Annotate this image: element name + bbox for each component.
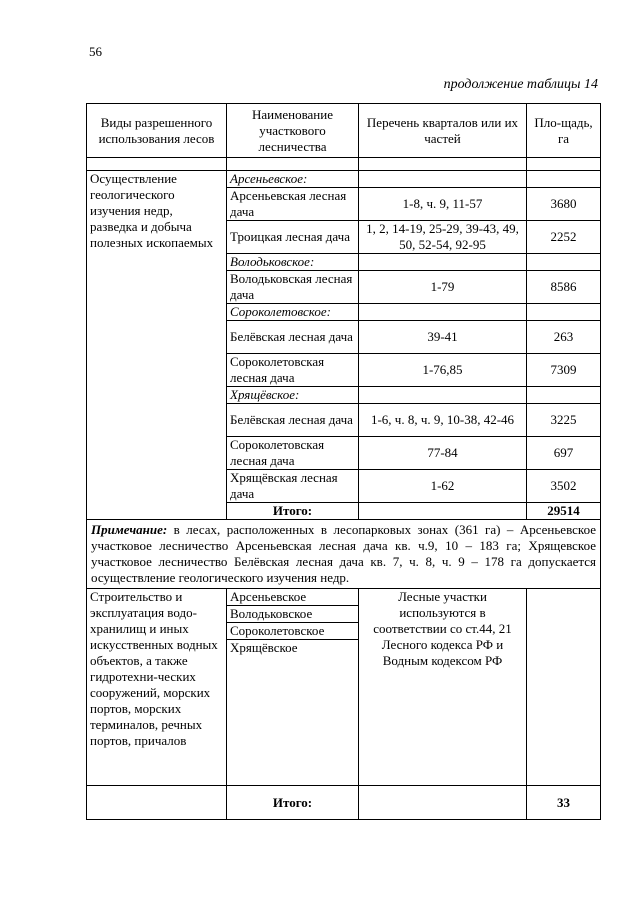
forestry-list-cell [227,589,359,786]
area-cell: 7309 [527,354,601,387]
area-cell: 697 [527,437,601,470]
list-item [227,606,358,623]
forestry-name: Володьковское [227,606,358,623]
forest-dacha-name: Сороколетовская лесная дача [227,354,359,387]
forest-dacha-name: Арсеньевская лесная дача [227,188,359,221]
quarters-cell [359,304,527,321]
forestry-name: Арсеньевское [227,589,358,606]
quarters-cell: 1-62 [359,470,527,503]
area-cell: 3502 [527,470,601,503]
quarters-water-construction: Лесные участки используются в соответствии со ст.44, 21 Лесного кодекса РФ и Водным кодексом РФ [359,589,527,786]
total-value-water: 33 [527,786,601,820]
total-empty-cell [359,503,527,520]
forestry-name: Хрящёвское [230,640,298,655]
list-item [227,640,358,657]
area-water-construction [527,589,601,786]
page-number: 56 [89,44,102,59]
section-geology [87,171,601,520]
forest-dacha-name: Белёвская лесная дача [227,404,359,437]
header-forestry-name: Наименование участкового лесничества [227,104,359,158]
area-cell [527,254,601,271]
quarters-cell [359,254,527,271]
quarters-cell: 1-8, ч. 9, 11-57 [359,188,527,221]
forest-dacha-name: Сороколетовская лесная дача [227,437,359,470]
header-area: Пло-щадь, га [527,104,601,158]
forest-dacha-name: Белёвская лесная дача [227,321,359,354]
area-cell: 263 [527,321,601,354]
total-empty-cell [87,786,227,820]
forest-dacha-name: Троицкая лесная дача [227,221,359,254]
forest-dacha-name: Хрящёвская лесная дача [227,470,359,503]
quarters-cell: 1-76,85 [359,354,527,387]
use-type-water-construction: Строительство и эксплуатация водо-хранилищ и иных искусственных водных объектов, а также гидротехни-ческих сооружений, морских портов, морских терминалов, речных портов, причалов [87,589,227,786]
area-cell: 2252 [527,221,601,254]
total-label-geology: Итого: [227,503,359,520]
total-empty-cell [359,786,527,820]
list-item [227,589,358,606]
area-cell [527,171,601,188]
forestry-subheader: Арсеньевское: [227,171,359,188]
header-use-type: Виды разрешенного использования лесов [87,104,227,158]
note-label: Примечание: [91,522,168,537]
note-cell [87,520,601,589]
area-cell [527,304,601,321]
table-continuation-label: продолжение таблицы 14 [443,77,598,92]
forestry-subheader: Володьковское: [227,254,359,271]
table-header-row [87,104,601,158]
total-label-water: Итого: [227,786,359,820]
forestry-subheader: Сороколетовское: [227,304,359,321]
header-quarters-list: Перечень кварталов или их частей [359,104,527,158]
forest-dacha-name: Володьковская лесная дача [227,271,359,304]
note-row [87,520,601,589]
total-value-geology: 29514 [527,503,601,520]
spacer-row [87,158,601,171]
total-row-water [87,786,601,820]
use-type-geology: Осуществление геологического изучения недр, разведка и добыча полезных ископаемых [87,171,227,520]
quarters-cell: 39-41 [359,321,527,354]
section-water-row [87,589,601,786]
quarters-cell: 77-84 [359,437,527,470]
quarters-cell: 1-79 [359,271,527,304]
forestry-name: Сороколетовское [227,623,358,640]
area-cell: 3225 [527,404,601,437]
note-text: в лесах, расположенных в лесопарковых зонах (361 га) – Арсеньевское участковое лесничество Арсеньевская лесная дача кв. ч.9, 10 – 183 га; Хрящевское участковое лесничество Белёвская лесная дача кв. 7, ч. 8, ч. 9 – 178 га допускается осуществление геологического изучения недр. [91,522,596,585]
quarters-cell [359,171,527,188]
forestry-list [227,589,358,656]
forest-use-table [86,103,601,820]
quarters-cell: 1, 2, 14-19, 25-29, 39-43, 49, 50, 52-54, 92-95 [359,221,527,254]
forestry-subheader: Хрящёвское: [227,387,359,404]
forestry-subheader-row [87,171,601,188]
area-cell [527,387,601,404]
area-cell: 8586 [527,271,601,304]
area-cell: 3680 [527,188,601,221]
quarters-cell: 1-6, ч. 8, ч. 9, 10-38, 42-46 [359,404,527,437]
list-item [227,623,358,640]
quarters-cell [359,387,527,404]
